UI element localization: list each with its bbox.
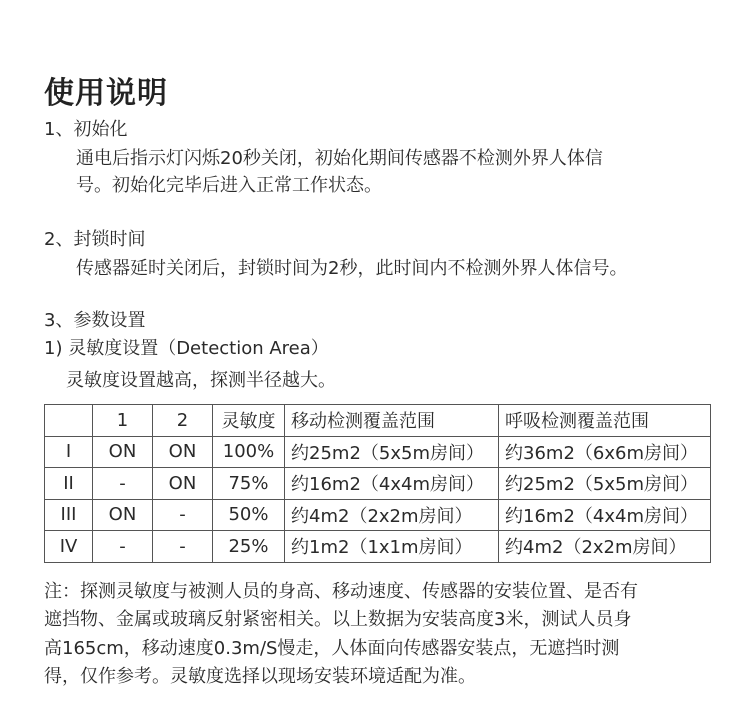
table-row (45, 499, 711, 531)
table-cell: - (93, 531, 153, 563)
sensitivity-table (44, 404, 711, 563)
section-heading-initialization: 1、初始化 (44, 119, 128, 140)
section-text-line: 传感器延时关闭后，封锁时间为2秒，此时间内不检测外界人体信号。 (76, 258, 628, 279)
note-text-line: 遮挡物、金属或玻璃反射紧密相关。以上数据为安装高度3米，测试人员身 (44, 609, 632, 630)
table-header-cell: 2 (153, 405, 213, 437)
table-header-cell (45, 405, 93, 437)
table-row (45, 531, 711, 563)
section-text-line: 灵敏度设置越高，探测半径越大。 (66, 370, 336, 391)
table-cell: 100% (213, 436, 285, 468)
note-text-line: 高165cm，移动速度0.3m/S慢走，人体面向传感器安装点，无遮挡时测 (44, 638, 620, 659)
note-text-line: 得，仅作参考。灵敏度选择以现场安装环境适配为准。 (44, 666, 476, 687)
table-cell: ON (153, 468, 213, 500)
table-cell: ON (153, 436, 213, 468)
table-row (45, 468, 711, 500)
table-cell: 约16m2（4x4m房间） (285, 468, 499, 500)
section-heading-lock-time: 2、封锁时间 (44, 229, 146, 250)
table-cell: - (93, 468, 153, 500)
table-cell: 约4m2（2x2m房间） (285, 499, 499, 531)
table-header-cell: 1 (93, 405, 153, 437)
table-cell: 约25m2（5x5m房间） (285, 436, 499, 468)
table-cell: II (45, 468, 93, 500)
page-title: 使用说明 (44, 76, 168, 111)
table-header-cell: 呼吸检测覆盖范围 (499, 405, 711, 437)
note-text-line: 注：探测灵敏度与被测人员的身高、移动速度、传感器的安装位置、是否有 (44, 581, 638, 602)
table-cell: ON (93, 499, 153, 531)
table-cell: - (153, 531, 213, 563)
table-cell: 约25m2（5x5m房间） (499, 468, 711, 500)
section-text-line: 通电后指示灯闪烁20秒关闭，初始化期间传感器不检测外界人体信 (76, 148, 603, 169)
table-cell: 约1m2（1x1m房间） (285, 531, 499, 563)
table-cell: IV (45, 531, 93, 563)
table-cell: I (45, 436, 93, 468)
table-header-row (45, 405, 711, 437)
table-cell: 25% (213, 531, 285, 563)
sensitivity-subheading: 1) 灵敏度设置（Detection Area） (44, 338, 329, 359)
table-cell: 约4m2（2x2m房间） (499, 531, 711, 563)
table-cell: 75% (213, 468, 285, 500)
table-cell: 约36m2（6x6m房间） (499, 436, 711, 468)
table-header-cell: 灵敏度 (213, 405, 285, 437)
table-row (45, 436, 711, 468)
table-cell: - (153, 499, 213, 531)
table-header-cell: 移动检测覆盖范围 (285, 405, 499, 437)
table-cell: 50% (213, 499, 285, 531)
section-heading-parameters: 3、参数设置 (44, 310, 146, 331)
table-cell: 约16m2（4x4m房间） (499, 499, 711, 531)
table-cell: III (45, 499, 93, 531)
table-cell: ON (93, 436, 153, 468)
section-text-line: 号。初始化完毕后进入正常工作状态。 (76, 175, 382, 196)
